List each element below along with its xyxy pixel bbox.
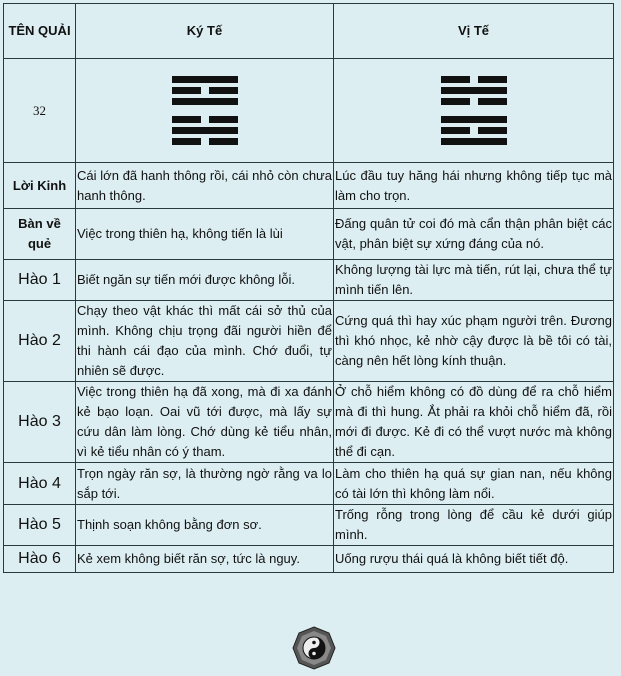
- table-row: [4, 382, 614, 463]
- vi-te-text: Trống rỗng trong lòng để cầu kẻ dưới giúp mình.: [334, 505, 614, 546]
- hexagram-vi-te-icon: [335, 74, 612, 147]
- row-label: Hào 2: [4, 301, 76, 382]
- yin-line: [441, 98, 507, 105]
- yin-line: [441, 76, 507, 83]
- hexagram-ky-te-cell: [76, 59, 334, 163]
- ky-te-text: Cái lớn đã hanh thông rồi, cái nhỏ còn chưa hanh thông.: [76, 163, 334, 209]
- header-name-cell: TÊN QUẢI: [4, 4, 76, 59]
- ky-te-text: Trọn ngày răn sợ, là thường ngờ rằng va lo sắp tới.: [76, 463, 334, 505]
- hexagram-row: [4, 59, 614, 163]
- row-label: Hào 6: [4, 546, 76, 573]
- vi-te-text: Uống rượu thái quá là không biết tiết độ.: [334, 546, 614, 573]
- table-row: [4, 546, 614, 573]
- ky-te-text: Việc trong thiên hạ đã xong, mà đi xa đánh kẻ bạo loạn. Oai vũ tới được, mà lấy sự cứu dân làm lòng. Chớ dùng kẻ tiểu nhân, vì kẻ tiểu nhân có ý tham.: [76, 382, 334, 463]
- yang-line: [172, 98, 238, 105]
- table-row: [4, 209, 614, 260]
- yin-line: [172, 138, 238, 145]
- yang-line: [441, 87, 507, 94]
- table-row: [4, 163, 614, 209]
- vi-te-text: Lúc đầu tuy hăng hái nhưng không tiếp tục mà làm cho trọn.: [334, 163, 614, 209]
- yin-line: [172, 87, 238, 94]
- table-row: [4, 505, 614, 546]
- table-row: [4, 301, 614, 382]
- hexagram-comparison-table: [3, 3, 614, 573]
- row-label: Hào 1: [4, 260, 76, 301]
- hexagram-vi-te-cell: [334, 59, 614, 163]
- table-row: [4, 260, 614, 301]
- hexagram-ky-te-icon: [77, 74, 332, 147]
- yang-line: [441, 138, 507, 145]
- row-label: Hào 4: [4, 463, 76, 505]
- vi-te-text: Cứng quá thì hay xúc phạm người trên. Đương thì khó nhọc, kẻ nhờ cậy được là bề tôi có tài, càng nên hết lòng kính thuận.: [334, 301, 614, 382]
- ky-te-text: Kẻ xem không biết răn sợ, tức là nguy.: [76, 546, 334, 573]
- row-label: Hào 3: [4, 382, 76, 463]
- header-ky-te: Ký Tế: [76, 4, 334, 59]
- ky-te-text: Chạy theo vật khác thì mất cái sở thủ của mình. Không chịu trọng đãi người hiền để thi hành cái đạo của mình. Chớ đuổi, tự nhiên sẽ được.: [76, 301, 334, 382]
- ky-te-text: Biết ngăn sự tiến mới được không lỗi.: [76, 260, 334, 301]
- header-vi-te: Vị Tế: [334, 4, 614, 59]
- table-row: [4, 463, 614, 505]
- hexagram-number: 32: [4, 59, 76, 163]
- yin-yang-bagua-icon: [292, 626, 336, 670]
- yang-line: [172, 127, 238, 134]
- header-row: [4, 4, 614, 59]
- yin-line: [441, 127, 507, 134]
- vi-te-text: Ở chỗ hiểm không có đồ dùng để ra chỗ hiểm mà đi thì hung. Ắt phải ra khỏi chỗ hiểm đã, rồi mới đi được. Kẻ đi có thể vượt nước mà không thể đi cạn.: [334, 382, 614, 463]
- vi-te-text: Không lượng tài lực mà tiến, rút lại, chưa thể tự mình tiến lên.: [334, 260, 614, 301]
- row-label: Lời Kinh: [4, 163, 76, 209]
- row-label: Bàn về quẻ: [4, 209, 76, 260]
- ky-te-text: Việc trong thiên hạ, không tiến là lùi: [76, 209, 334, 260]
- yin-line: [172, 116, 238, 123]
- vi-te-text: Làm cho thiên hạ quá sự gian nan, nếu không có tài lớn thì không làm nổi.: [334, 463, 614, 505]
- vi-te-text: Đấng quân tử coi đó mà cẩn thận phân biệt các vật, phân biệt sự xứng đáng của nó.: [334, 209, 614, 260]
- yang-line: [441, 116, 507, 123]
- ky-te-text: Thịnh soạn không bằng đơn sơ.: [76, 505, 334, 546]
- row-label: Hào 5: [4, 505, 76, 546]
- yang-line: [172, 76, 238, 83]
